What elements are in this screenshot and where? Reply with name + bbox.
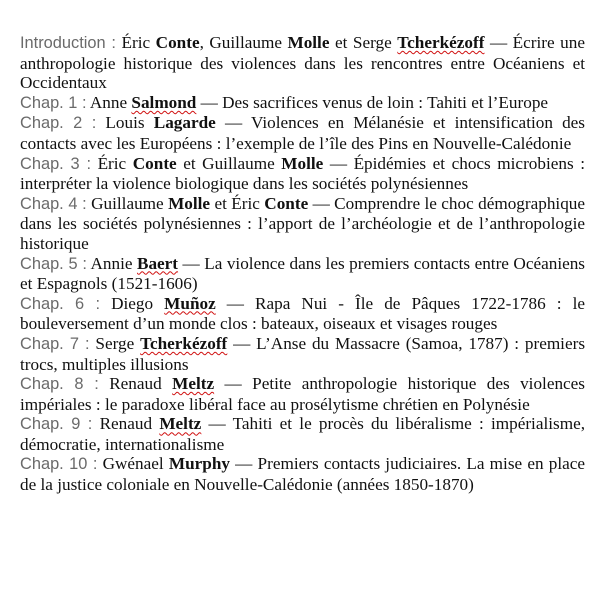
entry-text: — La violence dans les premiers contacts entre Océaniens et Espagnols (1521-1606): [20, 253, 586, 294]
toc-entry: [20, 254, 585, 294]
entry-text: — Épidémies et chocs microbiens : interpréter la violence biologique dans les sociétés polynésiennes: [20, 153, 585, 194]
toc-entry: [20, 294, 585, 334]
author-name: Tcherkézoff: [397, 33, 485, 52]
entry-text: Guillaume: [86, 193, 169, 213]
toc-entry: [20, 154, 585, 194]
author-name: Molle: [287, 33, 330, 52]
entry-text: , Guillaume: [199, 33, 288, 52]
author-name: Molle: [281, 153, 324, 173]
entry-text: — Comprendre le choc démographique dans les sociétés polynésiennes : l’apport de l’archéologie et de l’anthropologie historique: [20, 193, 586, 253]
author-name: Tcherkézoff: [140, 333, 228, 353]
author-name: Conte: [264, 193, 309, 213]
table-of-contents: [20, 33, 585, 495]
author-name: Murphy: [168, 454, 230, 474]
entry-text: et Guillaume: [176, 153, 282, 173]
author-name: Molle: [168, 193, 211, 213]
entry-text: Gwénael: [97, 454, 169, 474]
chapter-label: Chap. 3 :: [20, 154, 92, 173]
author-name: Meltz: [172, 374, 215, 394]
chapter-label: Chap. 8 :: [20, 375, 99, 394]
entry-text: Éric: [91, 153, 133, 173]
toc-entry: [20, 414, 585, 454]
entry-text: et Serge: [329, 33, 398, 52]
entry-text: — L’Anse du Massacre (Samoa, 1787) : premiers trocs, multiples illusions: [20, 333, 586, 374]
author-name: Conte: [155, 33, 200, 52]
chapter-label: Introduction :: [20, 34, 116, 52]
toc-entry: [20, 93, 585, 114]
chapter-label: Chap. 5 :: [20, 254, 87, 273]
entry-text: — Petite anthropologie historique des violences impériales : le paradoxe libéral face au prosélytisme chrétien en Polynésie: [20, 374, 585, 414]
entry-text: Serge: [89, 333, 141, 353]
author-name: Muñoz: [164, 293, 216, 313]
author-name: Lagarde: [153, 113, 216, 133]
entry-text: Diego: [100, 293, 165, 313]
author-name: Conte: [132, 153, 177, 173]
chapter-label: Chap. 7 :: [20, 334, 90, 353]
entry-text: Éric: [115, 33, 156, 52]
toc-entry: [20, 334, 585, 374]
chapter-label: Chap. 1 :: [20, 93, 87, 112]
chapter-label: Chap. 9 :: [20, 415, 93, 434]
chapter-label: Chap. 10 :: [20, 455, 98, 474]
entry-text: Louis: [96, 113, 154, 133]
entry-text: — Tahiti et le procès du libéralisme : impérialisme, démocratie, internationalisme: [20, 414, 585, 454]
toc-entry: [20, 454, 585, 494]
toc-entry: [20, 194, 585, 254]
chapter-label: Chap. 6 :: [20, 294, 101, 313]
chapter-label: Chap. 4 :: [20, 194, 87, 213]
entry-text: — Écrire une anthropologie historique des violences dans les rencontres entre Océaniens et Occidentaux: [20, 33, 585, 93]
entry-text: — Rapa Nui - Île de Pâques 1722-1786 : le bouleversement d’un monde clos : bateaux, oiseaux et visages rouges: [20, 293, 586, 334]
entry-text: Anne: [86, 92, 132, 112]
entry-text: — Premiers contacts judiciaires. La mise en place de la justice coloniale en Nouvelle-Calédonie (années 1850-1870): [20, 454, 585, 495]
entry-text: — Violences en Mélanésie et intensification des contacts avec les Européens : l’exemple de l’île des Pins en Nouvelle-Calédonie: [20, 113, 586, 153]
author-name: Meltz: [159, 414, 202, 434]
entry-text: Annie: [86, 253, 137, 273]
entry-text: — Des sacrifices venus de loin : Tahiti et l’Europe: [196, 92, 549, 112]
entry-text: et Éric: [210, 193, 265, 213]
entry-text: Renaud: [98, 374, 173, 394]
chapter-label: Chap. 2 :: [20, 114, 97, 133]
entry-text: Renaud: [92, 414, 160, 434]
toc-entry: [20, 33, 585, 93]
toc-entry: [20, 113, 585, 153]
toc-entry: [20, 374, 585, 414]
author-name: Baert: [136, 253, 179, 273]
author-name: Salmond: [131, 92, 197, 112]
